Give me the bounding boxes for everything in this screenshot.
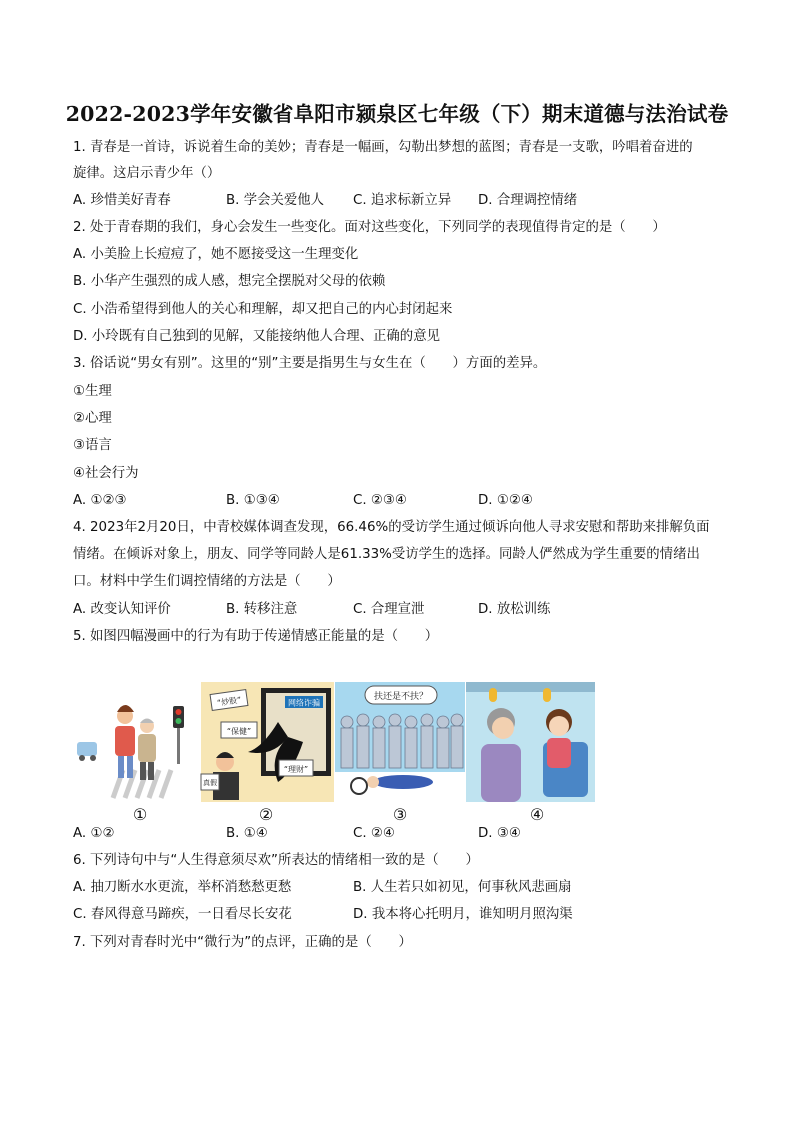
q5-option-d: D. ③④ bbox=[478, 826, 521, 841]
q6-option-a: A. 抽刀断水水更流，举杯消愁愁更愁 bbox=[73, 880, 292, 895]
q1-option-c: C. 追求标新立异 bbox=[353, 193, 452, 208]
comic-tag-finance: “理财” bbox=[283, 765, 309, 774]
q2-stem: 2. 处于青春期的我们，身心会发生一些变化。面对这些变化，下列同学的表现值得肯定的是（ ） bbox=[73, 220, 666, 235]
q1-stem-line2: 旋律。这启示青少年（） bbox=[73, 166, 221, 181]
q3-stem: 3. 俗话说“男女有别”。这里的“别”主要是指男生与女生在（ ）方面的差异。 bbox=[73, 356, 547, 371]
q3-option-a: A. ①②③ bbox=[73, 493, 127, 508]
q6-option-b: B. 人生若只如初见，何事秋风悲画扇 bbox=[353, 880, 572, 895]
q5-option-c: C. ②④ bbox=[353, 826, 395, 841]
q3-item-3: ③语言 bbox=[73, 438, 112, 453]
q4-stem-line3: 口。材料中学生们调控情绪的方法是（ ） bbox=[73, 574, 341, 589]
q5-option-a: A. ①② bbox=[73, 826, 115, 841]
q6-options-row1 bbox=[73, 879, 723, 897]
comic-panel-4 bbox=[466, 682, 595, 802]
q1-options bbox=[73, 192, 723, 210]
comic-tag-health: “保健” bbox=[226, 727, 252, 736]
exam-title: 2022-2023学年安徽省阜阳市颍泉区七年级（下）期末道德与法治试卷 bbox=[65, 102, 729, 126]
q7-stem: 7. 下列对青春时光中“微行为”的点评，正确的是（ ） bbox=[73, 935, 412, 950]
q1-stem-line1: 1. 青春是一首诗，诉说着生命的美妙；青春是一幅画，勾勒出梦想的蓝图；青春是一支歌，吟唱着奋进的 bbox=[73, 140, 693, 155]
q3-option-b: B. ①③④ bbox=[226, 493, 280, 508]
q4-option-d: D. 放松训练 bbox=[478, 602, 551, 617]
comic-caption: 扶还是不扶？ bbox=[373, 692, 429, 702]
q5-stem: 5. 如图四幅漫画中的行为有助于传递情感正能量的是（ ） bbox=[73, 629, 439, 644]
comic-number-4: ④ bbox=[529, 805, 545, 822]
q5-option-b: B. ①④ bbox=[226, 826, 268, 841]
comic-panel-3 bbox=[335, 682, 465, 802]
q3-options bbox=[73, 492, 723, 510]
q2-option-a: A. 小美脸上长痘痘了，她不愿接受这一生理变化 bbox=[73, 247, 359, 262]
q3-item-2: ②心理 bbox=[73, 411, 112, 426]
q3-option-d: D. ①②④ bbox=[478, 493, 533, 508]
q5-options bbox=[73, 825, 723, 843]
q4-option-a: A. 改变认知评价 bbox=[73, 602, 171, 617]
q4-options bbox=[73, 601, 723, 619]
q4-option-b: B. 转移注意 bbox=[226, 602, 298, 617]
q6-stem: 6. 下列诗句中与“人生得意须尽欢”所表达的情绪相一致的是（ ） bbox=[73, 853, 479, 868]
comic-tag-real-fake: 真假 bbox=[203, 779, 217, 787]
q4-stem-line1: 4. 2023年2月20日，中青校媒体调查发现，66.46%的受访学生通过倾诉向他人寻求安慰和帮助来排解负面 bbox=[73, 520, 710, 535]
q6-option-c: C. 春风得意马蹄疾，一日看尽长安花 bbox=[73, 907, 292, 922]
comic-number-1: ① bbox=[132, 805, 148, 822]
q3-option-c: C. ②③④ bbox=[353, 493, 407, 508]
q1-option-b: B. 学会关爱他人 bbox=[226, 193, 325, 208]
q3-item-4: ④社会行为 bbox=[73, 466, 139, 481]
q3-item-1: ①生理 bbox=[73, 384, 112, 399]
comic-screen-label: 网络诈骗 bbox=[288, 698, 320, 708]
q4-option-c: C. 合理宣泄 bbox=[353, 602, 425, 617]
q6-option-d: D. 我本将心托明月，谁知明月照沟渠 bbox=[353, 907, 573, 922]
comic-tag-stocks: “炒股” bbox=[216, 695, 242, 708]
comic-panel-1 bbox=[73, 682, 200, 802]
q1-option-a: A. 珍惜美好青春 bbox=[73, 193, 171, 208]
comic-number-2: ② bbox=[258, 805, 274, 822]
comic-number-3: ③ bbox=[392, 805, 408, 822]
q1-option-d: D. 合理调控情绪 bbox=[478, 193, 578, 208]
q2-option-d: D. 小玲既有自己独到的见解，又能接纳他人合理、正确的意见 bbox=[73, 329, 440, 344]
comic-panel-2 bbox=[201, 682, 334, 802]
q4-stem-line2: 情绪。在倾诉对象上，朋友、同学等同龄人是61.33%受访学生的选择。同龄人俨然成为学生重要的情绪出 bbox=[73, 547, 700, 562]
q2-option-c: C. 小浩希望得到他人的关心和理解，却又把自己的内心封闭起来 bbox=[73, 302, 453, 317]
q6-options-row2 bbox=[73, 906, 723, 924]
q2-option-b: B. 小华产生强烈的成人感，想完全摆脱对父母的依赖 bbox=[73, 274, 386, 289]
q5-comic-strip bbox=[73, 682, 595, 822]
